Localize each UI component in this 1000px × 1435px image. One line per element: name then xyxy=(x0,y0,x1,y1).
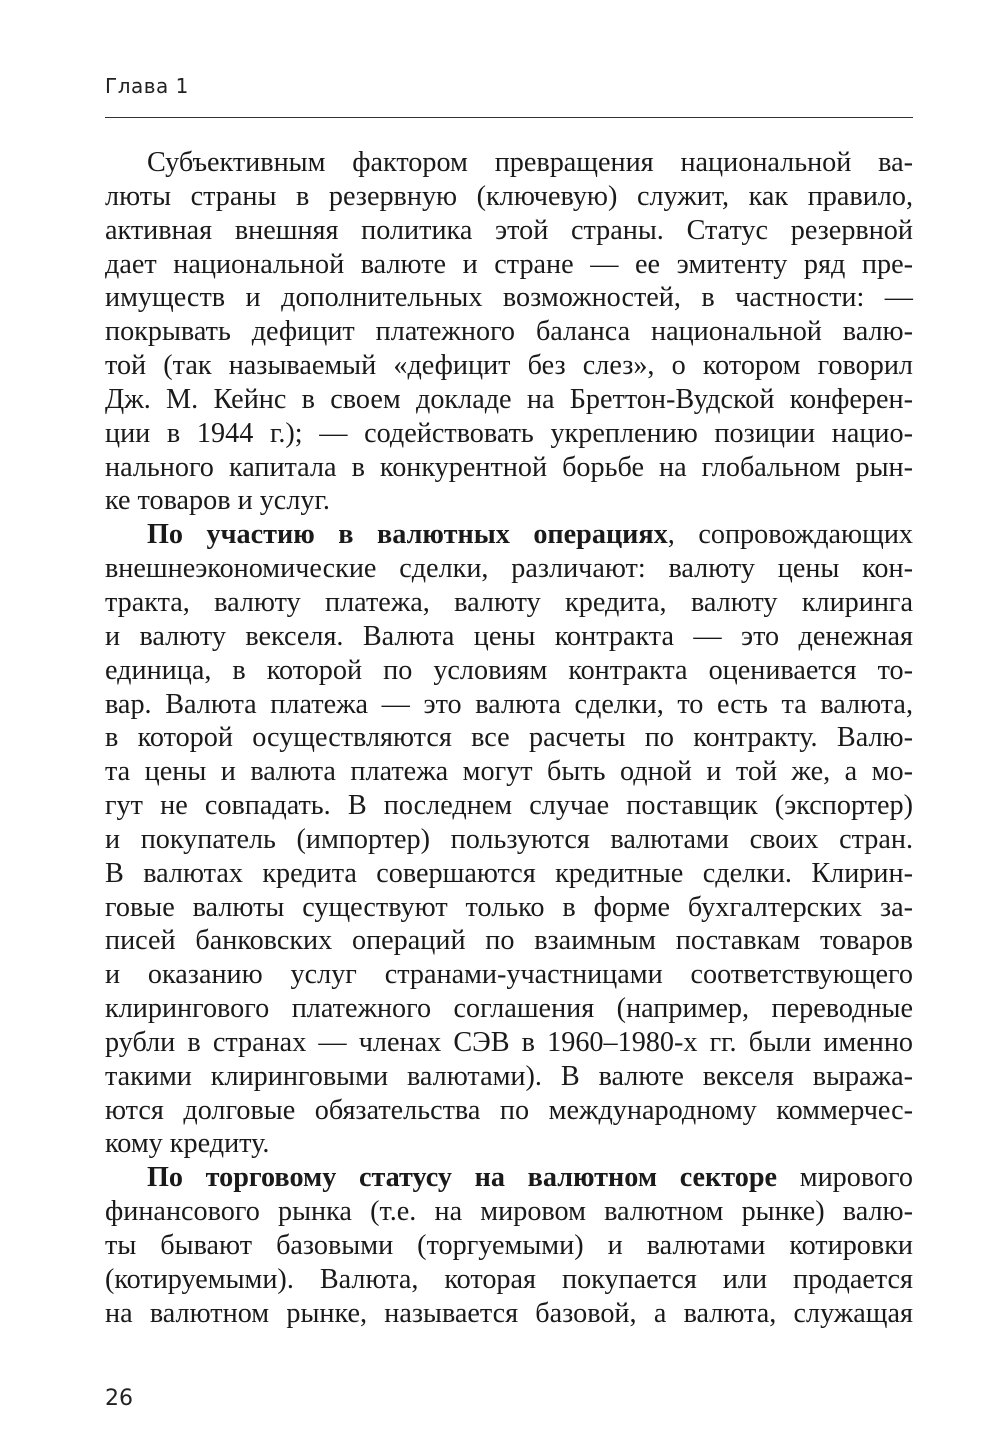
paragraph-1 xyxy=(105,146,913,518)
text-line: дает национальной валюте и стране — ее эмитенту ряд пре- xyxy=(105,248,913,280)
text-line: внешнеэкономические сделки, различают: валюту цены кон- xyxy=(105,553,913,585)
text-line: та цены и валюта платежа могут быть одной и той же, а мо- xyxy=(105,756,913,788)
text-line: клирингового платежного соглашения (например, переводные xyxy=(105,993,913,1025)
text-line: и валюту векселя. Валюта цены контракта — это денежная xyxy=(105,620,913,652)
text-line: ты бывают базовыми (торгуемыми) и валютами котировки xyxy=(105,1230,913,1261)
running-head: Глава 1 xyxy=(105,74,189,98)
text-line: гут не совпадать. В последнем случае поставщик (экспортер) xyxy=(105,790,913,822)
paragraph-2 xyxy=(105,518,913,1161)
text-line: имуществ и дополнительных возможностей, в частности: — xyxy=(105,282,913,314)
text-line: кому кредиту. xyxy=(105,1128,270,1160)
text-line-lead xyxy=(105,518,913,552)
text-line: на валютном рынке, называется базовой, а валюта, служащая xyxy=(105,1297,913,1329)
text-line: ке товаров и услуг. xyxy=(105,485,330,517)
text-line: и покупатель (импортер) пользуются валютами своих стран. xyxy=(105,823,913,855)
text-line: такими клиринговыми валютами). В валюте векселя выража- xyxy=(105,1060,913,1092)
text-line-lead xyxy=(105,1161,913,1195)
text-line: в которой осуществляются все расчеты по контракту. Валю- xyxy=(105,722,913,754)
lead-continuation: мирового xyxy=(777,1162,914,1194)
text-line: той (так называемый «дефицит без слез», о котором говорил xyxy=(105,350,913,382)
text-line: тракта, валюту платежа, валюту кредита, валюту клиринга xyxy=(105,586,913,618)
text-line: рубли в странах — членах СЭВ в 1960–1980-х гг. были именно xyxy=(105,1026,913,1058)
text-line: ции в 1944 г.); — содействовать укреплению позиции нацио- xyxy=(105,417,913,449)
text-line: и оказанию услуг странами-участницами соответствующего xyxy=(105,959,913,991)
paragraph-lead: По участию в валютных операциях xyxy=(147,519,668,551)
header-rule xyxy=(105,117,913,118)
text-line: писей банковских операций по взаимным поставкам товаров xyxy=(105,925,913,957)
body-text xyxy=(105,146,913,1331)
text-line: единица, в которой по условиям контракта оценивается то- xyxy=(105,654,913,686)
text-line: говые валюты существуют только в форме бухгалтерских за- xyxy=(105,891,913,923)
text-line: нального капитала в конкурентной борьбе на глобальном рын- xyxy=(105,451,913,483)
paragraph-lead: По торговому статусу на валютном секторе xyxy=(147,1162,778,1194)
text-line: Субъективным фактором превращения национальной ва- xyxy=(147,147,913,178)
text-line: финансового рынка (т.е. на мировом валютном рынке) валю- xyxy=(105,1196,913,1228)
text-line: Дж. М. Кейнс в своем докладе на Бреттон-Вудской конферен- xyxy=(105,383,913,415)
text-line: активная внешняя политика этой страны. Статус резервной xyxy=(105,214,913,246)
text-line: вар. Валюта платежа — это валюта сделки, то есть та валюта, xyxy=(105,688,913,720)
lead-continuation: , сопровождающих xyxy=(667,519,913,551)
page-number: 26 xyxy=(105,1386,133,1411)
text-line: В валютах кредита совершаются кредитные сделки. Клирин- xyxy=(105,857,913,889)
text-line: покрывать дефицит платежного баланса национальной валю- xyxy=(105,316,913,348)
text-line: люты страны в резервную (ключевую) служит, как правило, xyxy=(105,180,913,212)
paragraph-3 xyxy=(105,1161,913,1330)
text-line: (котируемыми). Валюта, которая покупается или продается xyxy=(105,1263,913,1295)
text-line: ются долговые обязательства по международному коммерчес- xyxy=(105,1094,913,1126)
